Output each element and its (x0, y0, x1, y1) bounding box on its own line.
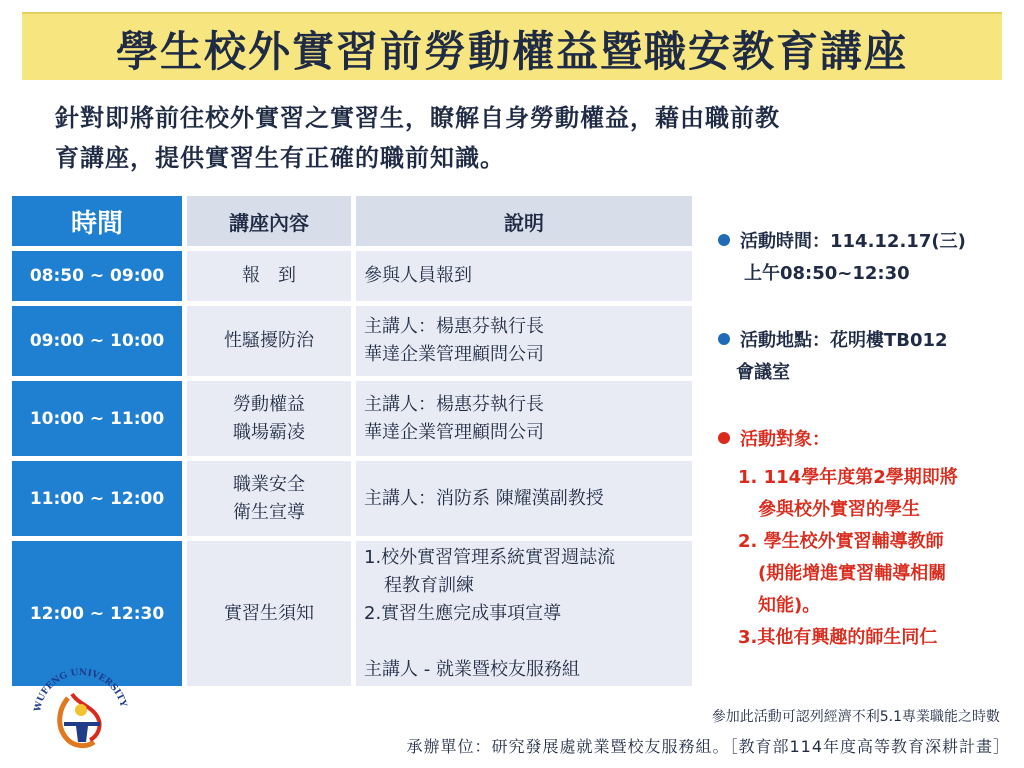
topic-line: 職業安全 (233, 473, 305, 495)
info-place (718, 325, 948, 389)
topic-line: 衛生宣導 (233, 501, 305, 523)
row-time: 10:00 ~ 11:00 (12, 381, 182, 456)
header-time: 時間 (12, 196, 182, 246)
topic-line: 報 到 (242, 265, 296, 286)
row-topic (187, 251, 351, 301)
desc-line: 華達企業管理顧問公司 (364, 344, 544, 365)
title-banner (22, 12, 1002, 80)
info-time (718, 226, 966, 290)
header-topic: 講座內容 (187, 196, 351, 246)
desc-line: 主講人：楊惠芬執行長 (364, 316, 544, 337)
desc-line: 主講人 - 就業暨校友服務組 (364, 658, 580, 680)
logo-text: WUFENG UNIVERSITY (33, 667, 128, 713)
topic-line: 實習生須知 (224, 602, 314, 624)
audience-item: 知能)。 (758, 595, 821, 616)
topic-line: 性騷擾防治 (224, 330, 314, 351)
row-desc (356, 381, 692, 456)
row-desc (356, 306, 692, 376)
row-desc (356, 541, 692, 686)
desc-line: 2.實習生應完成事項宣導 (364, 602, 562, 624)
bullet-icon (718, 234, 730, 246)
audience-item: 1. 114學年度第2學期即將 (738, 467, 958, 488)
bullet-icon (718, 432, 730, 444)
bullet-icon (718, 333, 730, 345)
desc-line: 主講人：消防系 陳耀漢副教授 (364, 487, 604, 509)
audience-item: 參與校外實習的學生 (758, 499, 920, 520)
page-title: 學生校外實習前勞動權益暨職安教育講座 (115, 27, 908, 76)
audience-item: 3.其他有興趣的師生同仁 (738, 627, 938, 648)
row-time: 09:00 ~ 10:00 (12, 306, 182, 376)
audience-item: (期能增進實習輔導相關 (758, 563, 947, 584)
organizer-footer: 承辦單位：研究發展處就業暨校友服務組。［教育部114年度高等教育深耕計畫］ (406, 737, 1010, 756)
topic-line: 勞動權益 (233, 393, 305, 415)
topic-line: 職場霸凌 (233, 421, 305, 443)
desc-line: 主講人：楊惠芬執行長 (364, 393, 544, 415)
intro-line-2: 育講座，提供實習生有正確的職前知識。 (55, 144, 505, 172)
audience-list (738, 462, 958, 654)
time-value: 上午08:50~12:30 (744, 263, 910, 284)
desc-line: 程教育訓練 (384, 574, 474, 596)
header-desc: 說明 (356, 196, 692, 246)
audience-item: 2. 學生校外實習輔導教師 (738, 531, 944, 552)
row-time: 12:00 ~ 12:30 (12, 541, 182, 686)
row-time: 08:50 ~ 09:00 (12, 251, 182, 301)
desc-line: 參與人員報到 (364, 265, 472, 286)
desc-line: 華達企業管理顧問公司 (364, 421, 544, 443)
row-topic (187, 306, 351, 376)
row-topic (187, 541, 351, 686)
row-topic (187, 461, 351, 536)
row-desc (356, 251, 692, 301)
audience-label: 活動對象： (740, 429, 830, 450)
row-desc (356, 461, 692, 536)
place-label: 活動地點：花明樓TB012 (740, 330, 948, 351)
row-time: 11:00 ~ 12:00 (12, 461, 182, 536)
desc-line: 1.校外實習管理系統實習週誌流 (364, 546, 616, 568)
row-topic (187, 381, 351, 456)
intro-text (55, 98, 985, 178)
info-audience-label (718, 424, 830, 456)
hours-note: 參加此活動可認列經濟不利5.1專業職能之時數 (711, 709, 1000, 725)
intro-line-1: 針對即將前往校外實習之實習生，瞭解自身勞動權益，藉由職前教 (55, 104, 780, 132)
time-label: 活動時間：114.12.17(三) (740, 231, 966, 252)
place-value: 會議室 (736, 362, 790, 383)
university-logo (28, 660, 134, 766)
